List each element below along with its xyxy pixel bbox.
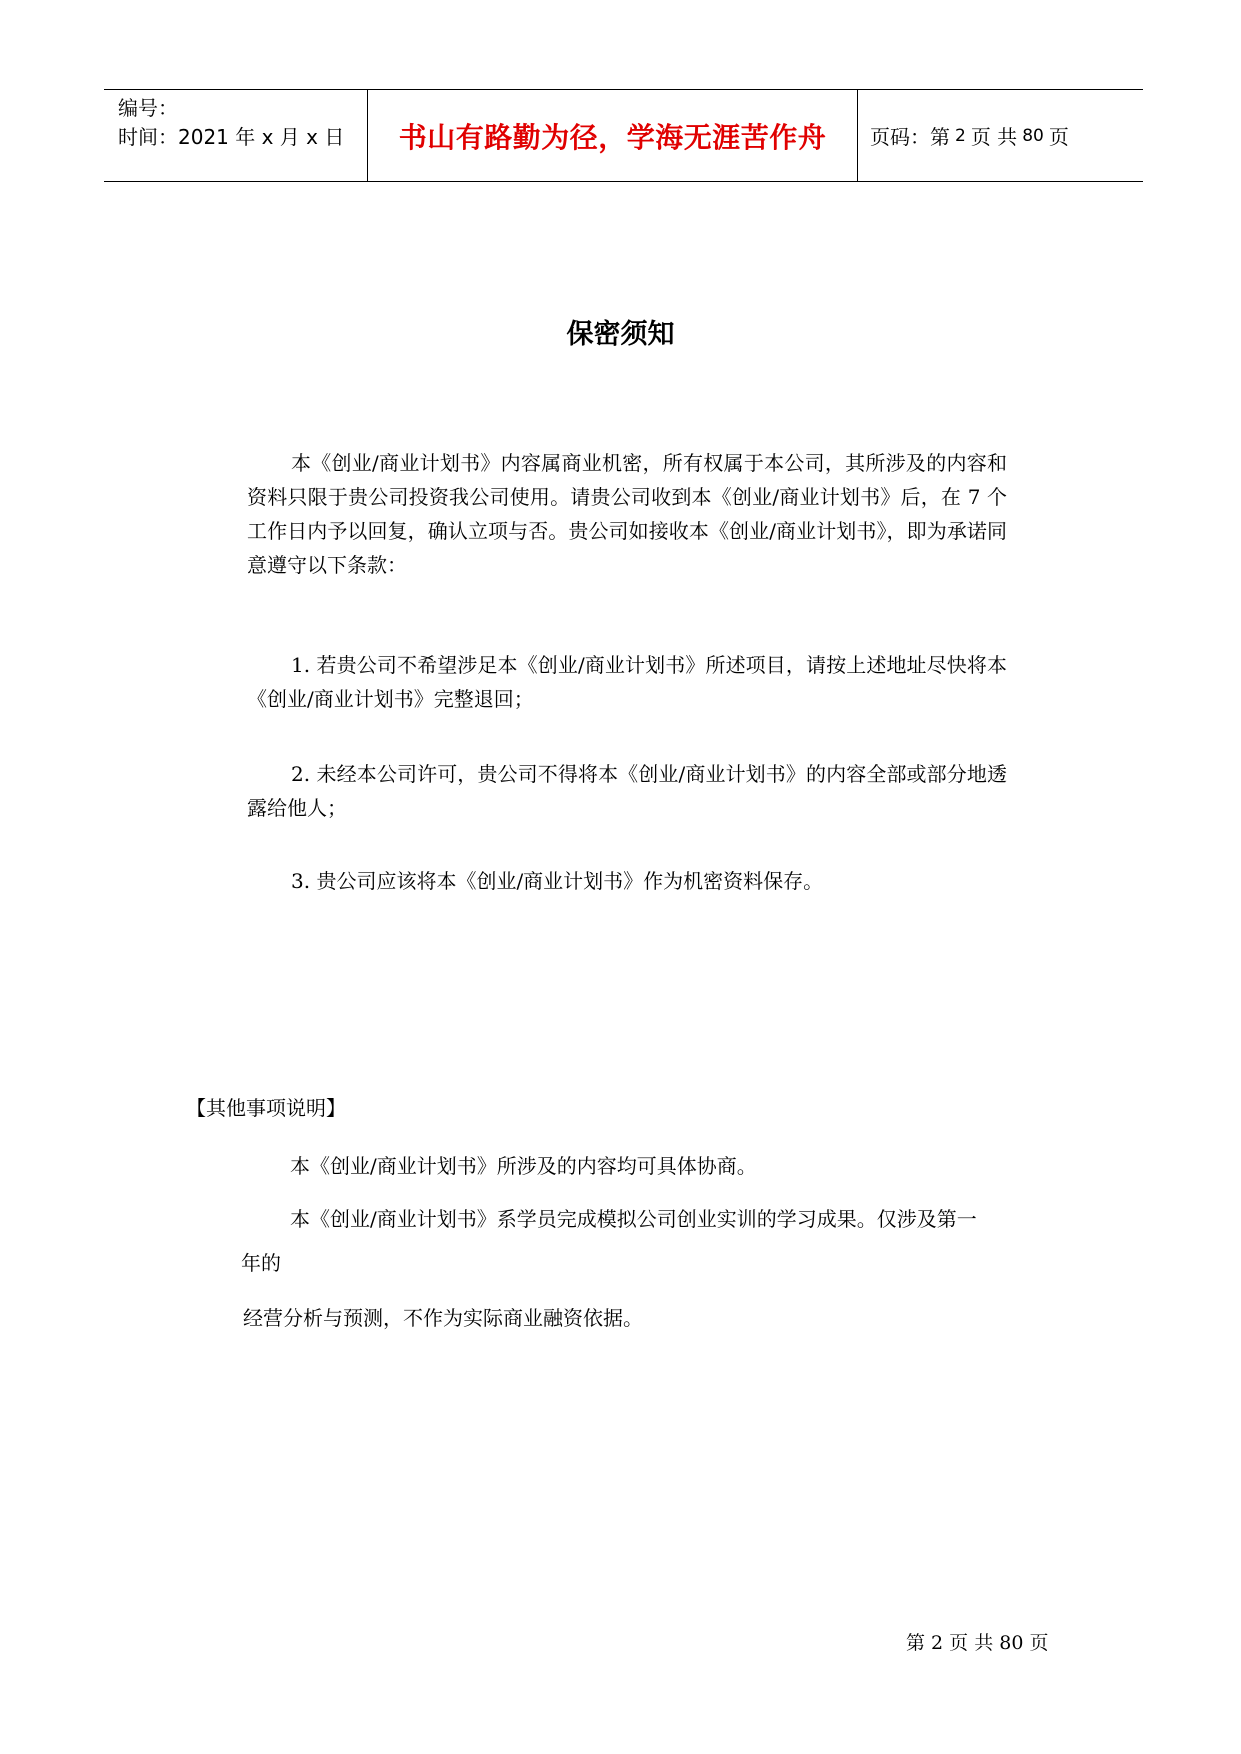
page-total: 80 [1022,125,1044,146]
page-suffix: 页 [1048,125,1069,149]
list-item: 1. 若贵公司不希望涉足本《创业/商业计划书》所述项目，请按上述地址尽快将本《创业/商业计划书》完整退回； [247,653,1007,711]
header-motto-cell [368,90,858,181]
page-current: 2 [955,125,966,146]
time-label: 时间：2021 年 x 月 x 日 [118,125,345,149]
page-prefix: 页码：第 [870,125,950,149]
header-info-cell [104,90,368,181]
list-item: 3. 贵公司应该将本《创业/商业计划书》作为机密资料保存。 [291,869,824,893]
other-heading: 【其他事项说明】 [186,1096,346,1120]
serial-number-label: 编号： [118,96,178,120]
other-line-3: 经营分析与预测，不作为实际商业融资依据。 [243,1306,643,1330]
page-title: 保密须知 [566,319,675,350]
page-mid: 页 共 [970,125,1018,149]
other-line-1: 本《创业/商业计划书》所涉及的内容均可具体协商。 [290,1154,757,1178]
other-line-2: 本《创业/商业计划书》系学员完成模拟公司创业实训的学习成果。仅涉及第一 [290,1207,977,1231]
list-item: 2. 未经本公司许可，贵公司不得将本《创业/商业计划书》的内容全部或部分地透露给他人； [247,762,1007,820]
intro-paragraph: 本《创业/商业计划书》内容属商业机密，所有权属于本公司，其所涉及的内容和资料只限于贵公司投资我公司使用。请贵公司收到本《创业/商业计划书》后，在 7 个工作日内予以回复，确认立项与否。贵公司如接收本《创业/商业计划书》，即为承诺同意遵守以下条款： [247,451,1007,577]
motto-text: 书山有路勤为径，学海无涯苦作舟 [398,120,827,154]
page-header [104,89,1143,182]
header-page-cell [858,90,1143,181]
other-line-2-wrap: 年的 [241,1251,281,1275]
page-footer: 第 2 页 共 80 页 [906,1632,1049,1654]
